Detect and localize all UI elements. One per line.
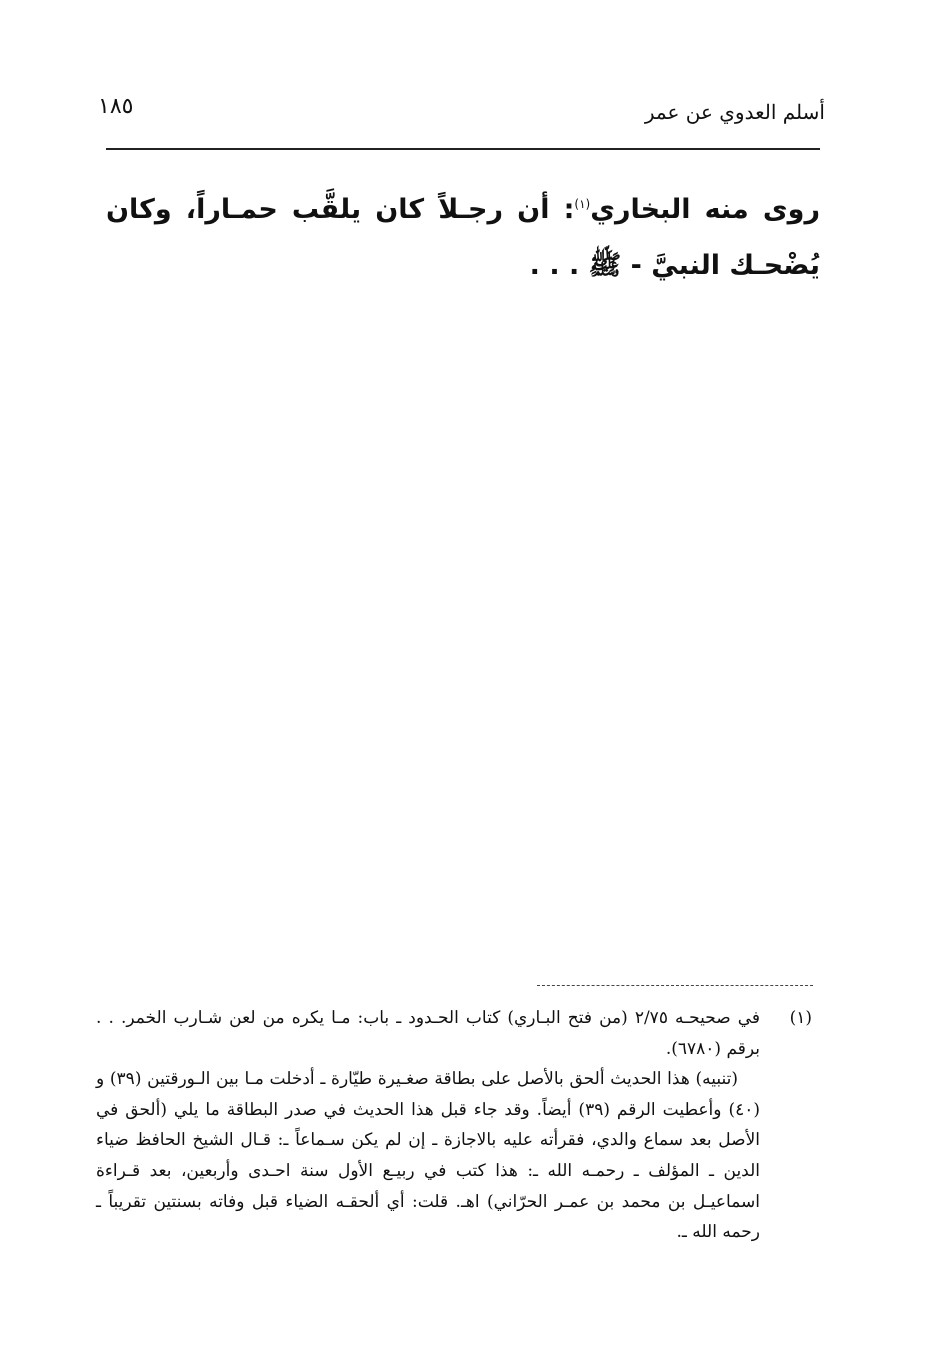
footnote-body [96,1003,760,1248]
footnote-item [96,1003,812,1248]
main-paragraph [106,176,820,294]
page-number: ١٨٥ [98,94,134,119]
footnote-continuation: (تنبيه) هذا الحديث ألحق بالأصل على بطاقة صغـيرة طيّارة ـ أدخلت مـا بين الـورقتين (٣٩) و (٤٠) وأعطيت الرقم (٣٩) أيضاً. وقد جاء قبل هذا الحديث في صدر البطاقة ما يلي (ألحق في الأصل بعد سماع والدي، فقرأته عليه بالاجازة ـ إن لم يكن سـماعاً ـ: قـال الشيخ الحافظ ضياء الدين ـ المؤلف ـ رحمـه الله ـ: هذا كتب في ربيـع الأول سنة احـدى وأربعين، بعد قـراءة اسماعيـل بن محمد بن عمـر الحرّاني) اهـ. قلت: أي ألحقـه الضياء قبل وفاته بسنتين تقريباً ـ رحمه الله ـ. [96,1069,760,1243]
footnote-reference: (١) [574,197,591,211]
footnote-text: في صحيحـه ٢/٧٥ (من فتح البـاري) كتاب الحـدود ـ باب: مـا يكره من لعن شـارب الخمر. . . برقم (٦٧٨٠). [96,1008,760,1059]
header-divider [106,148,820,150]
main-text-end: : أن رجـلاً كان يلقَّب حمـاراً، وكان يُضْحـك النبيَّ - ﷺ . . . [106,194,820,281]
running-title: أسلم العدوي عن عمر [644,100,825,124]
footnote-number: (١) [789,1008,812,1028]
main-text-start: روى منه البخاري [590,194,820,225]
footnote-divider [537,985,813,986]
footnotes [96,1003,812,1248]
